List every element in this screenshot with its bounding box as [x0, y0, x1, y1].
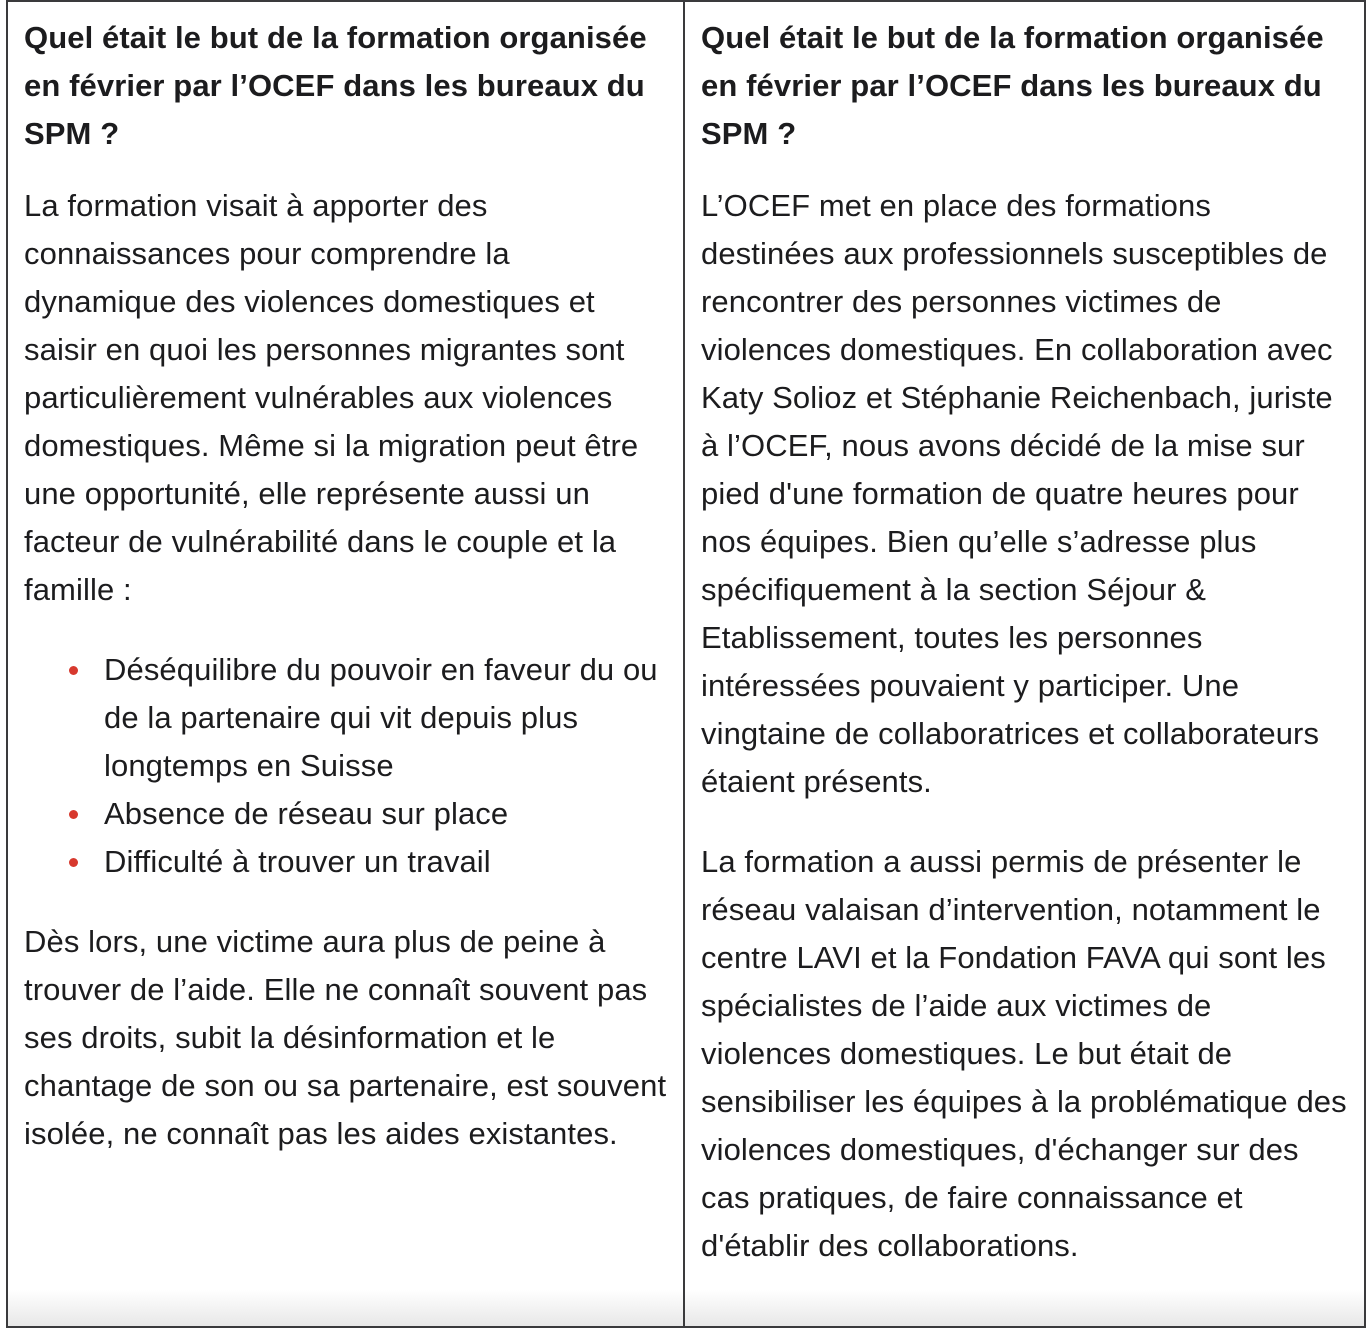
right-paragraph-1: L’OCEF met en place des formations destinées aux professionnels susceptibles de rencontrer des personnes victimes de violences domestiques. En collaboration avec Katy Solioz et Stéphanie Reichenbach, juriste à l’OCEF, nous avons décidé de la mise sur pied d'une formation de quatre heures pour nos équipes. Bien qu’elle s’adresse plus spécifiquement à la section Séjour & Etablissement, toutes les personnes intéressées pouvaient y participer. Une vingtaine de collaboratrices et collaborateurs étaient présents.	[701, 188, 1333, 799]
comparison-table	[6, 0, 1366, 1328]
list-item	[104, 838, 667, 886]
left-question-heading: Quel était le but de la formation organisée en février par l’OCEF dans les bureaux du SPM ?	[24, 20, 647, 151]
left-intro-paragraph: La formation visait à apporter des connaissances pour comprendre la dynamique des violences domestiques et saisir en quoi les personnes migrantes sont particulièrement vulnérables aux violences domestiques. Même si la migration peut être une opportunité, elle représente aussi un facteur de vulnérabilité dans le couple et la famille :	[24, 188, 639, 607]
left-outro-paragraph: Dès lors, une victime aura plus de peine à trouver de l’aide. Elle ne connaît souvent pas ses droits, subit la désinformation et le chantage de son ou sa partenaire, est souvent isolée, ne connaît pas les aides existantes.	[24, 924, 667, 1151]
bullet-dot-icon	[69, 810, 78, 819]
bullet-dot-icon	[69, 666, 78, 675]
list-item	[104, 790, 667, 838]
list-item-text: Déséquilibre du pouvoir en faveur du ou de la partenaire qui vit depuis plus longtemps en Suisse	[104, 652, 658, 783]
left-column	[8, 2, 685, 1328]
right-paragraph-2: La formation a aussi permis de présenter le réseau valaisan d’intervention, notamment le centre LAVI et la Fondation FAVA qui sont les spécialistes de l’aide aux victimes de violences domestiques. Le but était de sensibiliser les équipes à la problématique des violences domestiques, d'échanger sur des cas pratiques, de faire connaissance et d'établir des collaborations.	[701, 844, 1347, 1263]
list-item	[104, 646, 667, 790]
list-item-text: Difficulté à trouver un travail	[104, 844, 491, 879]
vulnerability-list	[24, 646, 667, 886]
list-item-text: Absence de réseau sur place	[104, 796, 509, 831]
bullet-dot-icon	[69, 858, 78, 867]
table-bottom-border	[6, 1326, 1366, 1328]
right-column	[685, 2, 1364, 1328]
right-question-heading: Quel était le but de la formation organisée en février par l’OCEF dans les bureaux du SPM ?	[701, 20, 1324, 151]
